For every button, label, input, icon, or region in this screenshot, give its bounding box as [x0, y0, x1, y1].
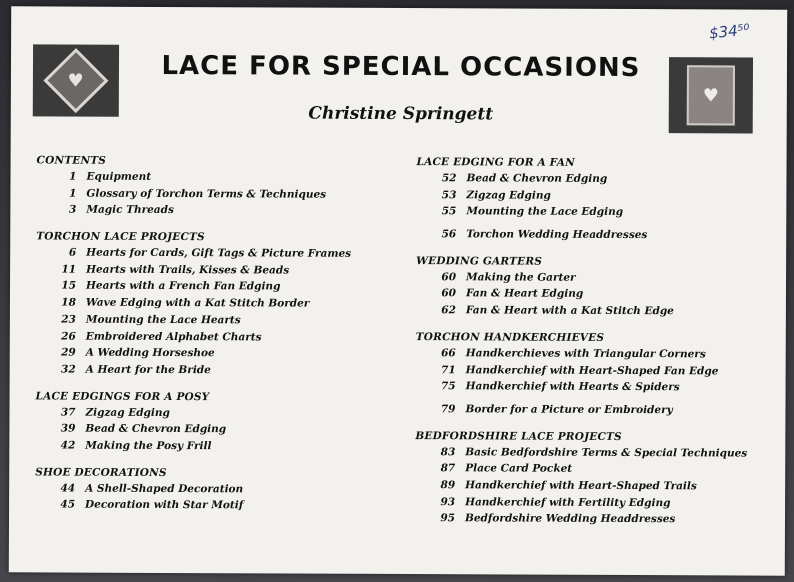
entry-page-number: 93 — [440, 495, 456, 508]
book-page — [9, 6, 787, 575]
contents-entry — [36, 202, 406, 220]
entry-title: Decoration with Star Motif — [85, 498, 244, 512]
entry-page-number: 18 — [61, 296, 76, 309]
entry-title: Fan & Heart Edging — [465, 287, 584, 301]
entry-title: Handkerchieves with Triangular Corners — [465, 347, 706, 361]
entry-title: Place Card Pocket — [465, 462, 573, 476]
contents-entry — [35, 437, 405, 455]
contents-entry — [416, 286, 786, 304]
entry-title: Hearts with a French Fan Edging — [85, 280, 281, 293]
entry-page-number: 1 — [69, 187, 77, 200]
contents-entry — [36, 261, 406, 279]
entry-title: Mounting the Lace Edging — [466, 205, 624, 219]
entry-title: Border for a Picture or Embroidery — [465, 403, 673, 417]
entry-title: Zigzag Edging — [85, 406, 170, 419]
section-heading: BEDFORDSHIRE LACE PROJECTS — [415, 429, 622, 443]
contents-entry — [416, 269, 786, 287]
contents-entry — [416, 378, 786, 396]
contents-entry — [35, 421, 405, 439]
contents-right-column — [415, 154, 787, 529]
contents-entry — [415, 477, 785, 495]
entry-title: Bedfordshire Wedding Headdresses — [464, 512, 676, 526]
section-heading: SHOE DECORATIONS — [35, 466, 167, 479]
entry-title: Glossary of Torchon Terms & Techniques — [86, 187, 327, 201]
contents-entry — [415, 401, 785, 419]
contents-entry — [416, 187, 786, 205]
section-heading: TORCHON HANDKERCHIEVES — [415, 330, 605, 344]
book-author: Christine Springett — [308, 103, 494, 125]
entry-title: Handkerchief with Hearts & Spiders — [465, 380, 680, 394]
contents-entry — [36, 311, 406, 329]
entry-page-number: 6 — [68, 246, 77, 259]
entry-page-number: 79 — [440, 403, 456, 416]
contents-entry — [415, 460, 785, 478]
contents-entry — [416, 362, 786, 380]
entry-title: Handkerchief with Fertility Edging — [465, 495, 671, 509]
entry-page-number: 60 — [441, 270, 457, 284]
entry-page-number: 60 — [441, 287, 457, 300]
entry-page-number: 56 — [441, 228, 457, 241]
entry-title: Equipment — [86, 170, 152, 183]
contents-entry — [415, 444, 785, 462]
entry-page-number: 26 — [61, 330, 76, 343]
entry-page-number: 45 — [60, 498, 76, 511]
entry-page-number: 75 — [440, 380, 456, 393]
book-title: LACE FOR SPECIAL OCCASIONS — [161, 50, 641, 84]
contents-entry — [35, 480, 405, 498]
entry-page-number: 11 — [61, 263, 77, 276]
entry-title: Hearts with Trails, Kisses & Beads — [86, 263, 290, 277]
entry-page-number: 1 — [69, 170, 77, 183]
entry-title: Magic Threads — [86, 204, 174, 217]
entry-page-number: 32 — [61, 363, 76, 376]
section-heading: LACE EDGINGS FOR A POSY — [35, 389, 210, 403]
contents-entry — [36, 328, 406, 346]
section-heading: CONTENTS — [36, 154, 107, 167]
entry-page-number: 53 — [441, 188, 457, 201]
entry-page-number: 29 — [61, 346, 76, 359]
contents-entry — [415, 494, 785, 512]
entry-page-number: 66 — [441, 347, 456, 360]
entry-title: Bead & Chevron Edging — [85, 422, 227, 436]
contents-left-column — [35, 152, 407, 515]
card-photo — [669, 57, 753, 133]
entry-page-number: 15 — [61, 279, 77, 293]
entry-title: Basic Bedfordshire Terms & Special Techniques — [465, 445, 748, 460]
entry-page-number: 87 — [440, 462, 456, 475]
entry-title: Handkerchief with Heart-Shaped Fan Edge — [465, 363, 719, 377]
entry-title: Fan & Heart with a Kat Stitch Edge — [465, 304, 674, 318]
contents-entry — [416, 170, 786, 188]
entry-title: A Heart for the Bride — [85, 363, 211, 377]
contents-entry — [36, 295, 406, 313]
section-heading: TORCHON LACE PROJECTS — [36, 230, 205, 244]
entry-page-number: 37 — [60, 406, 76, 419]
entry-title: Wave Edging with a Kat Stitch Border — [85, 296, 310, 310]
entry-page-number: 3 — [69, 203, 77, 216]
entry-page-number: 71 — [441, 363, 456, 376]
heart-icon: ♥ — [702, 84, 719, 106]
entry-page-number: 89 — [440, 479, 456, 492]
entry-page-number: 52 — [441, 172, 457, 185]
contents-entry — [35, 404, 405, 422]
entry-title: Embroidered Alphabet Charts — [85, 330, 262, 343]
entry-page-number: 44 — [60, 482, 76, 495]
entry-page-number: 62 — [441, 304, 456, 317]
entry-page-number: 55 — [441, 205, 457, 218]
entry-title: Bead & Chevron Edging — [466, 172, 608, 185]
card-with-heart — [687, 65, 735, 125]
entry-title: A Shell-Shaped Decoration — [85, 482, 244, 495]
entry-title: Making the Posy Frill — [85, 439, 212, 453]
contents-entry — [36, 244, 406, 262]
contents-entry — [416, 226, 786, 244]
contents-entry — [415, 510, 785, 528]
heart-icon: ♥ — [67, 70, 85, 92]
handkerchief-photo — [33, 44, 119, 116]
entry-title: Making the Garter — [466, 271, 576, 284]
contents-entry — [35, 497, 405, 515]
contents-entry — [416, 302, 786, 320]
entry-title: Hearts for Cards, Gift Tags & Picture Frames — [86, 246, 352, 260]
entry-title: Torchon Wedding Headdresses — [466, 228, 648, 242]
entry-page-number: 95 — [440, 512, 456, 525]
contents-entry — [36, 185, 406, 203]
section-heading: LACE EDGING FOR A FAN — [416, 156, 575, 169]
entry-page-number: 23 — [61, 313, 76, 326]
contents-entry — [36, 345, 406, 363]
entry-title: Mounting the Lace Hearts — [85, 313, 241, 327]
entry-title: A Wedding Horseshoe — [85, 346, 215, 360]
entry-page-number: 83 — [440, 445, 456, 458]
entry-title: Handkerchief with Heart-Shaped Trails — [465, 479, 697, 493]
contents-entry — [416, 203, 786, 221]
contents-entry — [36, 278, 406, 296]
entry-page-number: 42 — [60, 439, 76, 452]
entry-title: Zigzag Edging — [466, 188, 551, 202]
entry-page-number: 39 — [60, 422, 76, 435]
handwritten-price: $34⁵⁰ — [708, 20, 751, 43]
section-heading: WEDDING GARTERS — [416, 254, 543, 268]
contents-entry — [36, 361, 406, 379]
lace-diamond-shape — [43, 48, 108, 113]
contents-entry — [36, 168, 406, 186]
contents-entry — [416, 345, 786, 363]
